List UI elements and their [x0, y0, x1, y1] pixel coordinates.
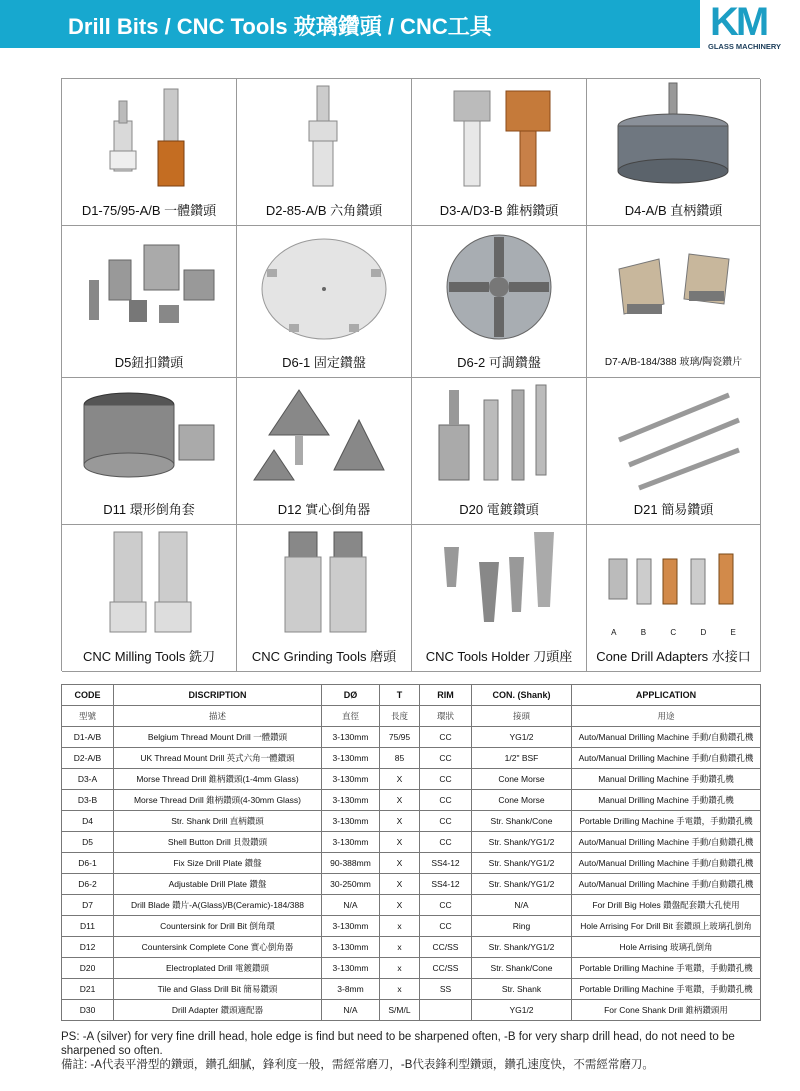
table-row — [62, 853, 761, 874]
thread-mount-drill-icon — [74, 81, 224, 196]
cell-code: D20 — [62, 958, 114, 979]
cell-code: D21 — [62, 979, 114, 1000]
cell-application: Hole Arrising 玻璃孔倒角 — [572, 937, 761, 958]
cell-diameter: 3-130mm — [322, 958, 380, 979]
product-card-d11[interactable] — [62, 378, 237, 525]
table-row — [62, 811, 761, 832]
cell-rim: SS4-12 — [420, 853, 472, 874]
cell-con: 1/2" BSF — [472, 748, 572, 769]
adapter-letter: D — [700, 628, 707, 637]
footnotes — [61, 1030, 761, 1072]
fixed-drill-plate-icon — [249, 229, 399, 347]
cone-adapter-icon — [599, 534, 749, 634]
cell-code: D6-2 — [62, 874, 114, 895]
table-row — [62, 916, 761, 937]
product-label: D4-A/B 直柄鑽頭 — [624, 203, 723, 218]
cell-description: Morse Thread Drill 錐柄鑽頭(1-4mm Glass) — [114, 769, 322, 790]
table-row — [62, 958, 761, 979]
product-card-d3[interactable] — [412, 79, 587, 226]
product-label: D3-A/D3-B 錐柄鑽頭 — [439, 203, 559, 218]
cell-code: D7 — [62, 895, 114, 916]
cell-rim: CC/SS — [420, 958, 472, 979]
morse-drill-icon — [424, 81, 574, 196]
straight-shank-drill-icon — [599, 81, 749, 196]
col-header-zh: 直徑 — [322, 706, 380, 727]
cell-description: UK Thread Mount Drill 英式六角一體鑽頭 — [114, 748, 322, 769]
cell-con: Str. Shank/Cone — [472, 811, 572, 832]
product-card-d6-1[interactable] — [237, 226, 412, 378]
note-english: PS: -A (silver) for very fine drill head, hole edge is find but need to be sharpened often, -B for very sharp drill head, do not need to be sharpened so often. — [61, 1031, 735, 1057]
cell-description: Countersink Complete Cone 實心倒角器 — [114, 937, 322, 958]
logo-subtitle: GLASS MACHINERY — [708, 42, 782, 51]
tool-holder-icon — [424, 527, 574, 642]
header-banner — [0, 0, 700, 48]
table-row — [62, 1000, 761, 1021]
cell-rim: CC — [420, 916, 472, 937]
product-card-cnc-holder[interactable] — [412, 525, 587, 672]
product-card-d12[interactable] — [237, 378, 412, 525]
col-header-zh: 描述 — [114, 706, 322, 727]
product-image-d11 — [62, 378, 236, 496]
cell-application: Auto/Manual Drilling Machine 手動/自動鑽孔機 — [572, 748, 761, 769]
cell-code: D2-A/B — [62, 748, 114, 769]
cell-t: S/M/L — [380, 1000, 420, 1021]
adjustable-drill-plate-icon — [424, 229, 574, 347]
cell-rim — [420, 1000, 472, 1021]
cell-t: X — [380, 853, 420, 874]
cell-diameter: 3-130mm — [322, 811, 380, 832]
cell-t: x — [380, 958, 420, 979]
cell-rim: CC/SS — [420, 937, 472, 958]
product-image-cnc-milling — [62, 525, 236, 643]
cell-diameter: 90-388mm — [322, 853, 380, 874]
product-image-d7 — [587, 226, 760, 349]
note-chinese: 備註: -A代表平滑型的鑽頭，鑽孔細膩，鋒利度一般，需經常磨刀，-B代表鋒利型鑽頭，鑽孔速度快，不需經常磨刀。 — [61, 1059, 654, 1071]
product-image-cnc-holder — [412, 525, 586, 643]
logo-mark: KM — [710, 0, 767, 44]
product-card-d1[interactable] — [62, 79, 237, 226]
product-label: D12 實心倒角器 — [277, 502, 371, 517]
cell-t: x — [380, 916, 420, 937]
cell-application: Auto/Manual Drilling Machine 手動/自動鑽孔機 — [572, 727, 761, 748]
cell-con: YG1/2 — [472, 1000, 572, 1021]
col-header-t: T — [380, 685, 420, 706]
product-label: CNC Grinding Tools 磨頭 — [251, 649, 397, 664]
cell-code: D6-1 — [62, 853, 114, 874]
cell-code: D5 — [62, 832, 114, 853]
adapter-letter-row — [587, 628, 760, 637]
cell-description: Belgium Thread Mount Drill 一體鑽頭 — [114, 727, 322, 748]
cell-rim: CC — [420, 832, 472, 853]
product-card-d6-2[interactable] — [412, 226, 587, 378]
product-image-d6-2 — [412, 226, 586, 349]
company-logo — [702, 0, 800, 58]
cell-code: D11 — [62, 916, 114, 937]
product-label: CNC Milling Tools 銑刀 — [83, 649, 215, 664]
cell-t: X — [380, 895, 420, 916]
cell-diameter: 3-130mm — [322, 769, 380, 790]
cell-description: Electroplated Drill 電鍍鑽頭 — [114, 958, 322, 979]
product-card-cnc-grinding[interactable] — [237, 525, 412, 672]
cell-application: Auto/Manual Drilling Machine 手動/自動鑽孔機 — [572, 853, 761, 874]
col-header-zh: 型號 — [62, 706, 114, 727]
table-row — [62, 727, 761, 748]
col-header-zh: 環狀 — [420, 706, 472, 727]
cell-t: X — [380, 874, 420, 895]
adapter-letter: A — [611, 628, 617, 637]
table-row — [62, 748, 761, 769]
cell-rim: CC — [420, 727, 472, 748]
cell-diameter: 3-8mm — [322, 979, 380, 1000]
product-card-d4[interactable] — [587, 79, 761, 226]
product-image-d4 — [587, 79, 760, 197]
countersink-cone-icon — [249, 380, 399, 495]
cell-application: Auto/Manual Drilling Machine 手動/自動鑽孔機 — [572, 874, 761, 895]
cell-con: Str. Shank/Cone — [472, 958, 572, 979]
product-label: D5鈕扣鑽頭 — [114, 355, 184, 370]
product-grid — [61, 78, 760, 671]
product-card-cone-adapters[interactable] — [587, 525, 761, 672]
product-label: D21 簡易鑽頭 — [633, 502, 714, 517]
cell-con: N/A — [472, 895, 572, 916]
product-image-cnc-grinding — [237, 525, 411, 643]
cell-description: Drill Adapter 鑽頭適配器 — [114, 1000, 322, 1021]
page-title: Drill Bits / CNC Tools 玻璃鑽頭 / CNC工具 — [68, 14, 492, 39]
product-label: D6-2 可調鑽盤 — [457, 355, 541, 370]
cell-t: 85 — [380, 748, 420, 769]
cell-description: Drill Blade 鑽片-A(Glass)/B(Ceramic)-184/388 — [114, 895, 322, 916]
product-label: D1-75/95-A/B 一體鑽頭 — [81, 203, 217, 218]
cell-description: Tile and Glass Drill Bit 簡易鑽頭 — [114, 979, 322, 1000]
table-row — [62, 895, 761, 916]
product-image-d6-1 — [237, 226, 411, 349]
hex-drill-icon — [249, 81, 399, 196]
spec-table — [61, 684, 761, 1021]
cell-con: Str. Shank/YG1/2 — [472, 832, 572, 853]
table-row — [62, 769, 761, 790]
cell-code: D1-A/B — [62, 727, 114, 748]
product-label: D6-1 固定鑽盤 — [282, 355, 366, 370]
table-header-row-zh — [62, 706, 761, 727]
table-row — [62, 874, 761, 895]
cell-t: X — [380, 769, 420, 790]
cell-t: x — [380, 979, 420, 1000]
cell-t: 75/95 — [380, 727, 420, 748]
cell-code: D3-B — [62, 790, 114, 811]
col-header-zh: 長度 — [380, 706, 420, 727]
product-image-d2 — [237, 79, 411, 197]
cell-rim: CC — [420, 811, 472, 832]
cell-diameter: 3-130mm — [322, 916, 380, 937]
table-row — [62, 832, 761, 853]
cell-con: Ring — [472, 916, 572, 937]
cell-diameter: 3-130mm — [322, 937, 380, 958]
cell-code: D3-A — [62, 769, 114, 790]
col-header-description: DISCRIPTION — [114, 685, 322, 706]
adapter-letter: E — [730, 628, 736, 637]
product-image-d3 — [412, 79, 586, 197]
cell-rim: SS — [420, 979, 472, 1000]
cell-t: X — [380, 790, 420, 811]
product-image-d12 — [237, 378, 411, 496]
col-header-diameter: DØ — [322, 685, 380, 706]
cell-code: D30 — [62, 1000, 114, 1021]
cell-t: x — [380, 937, 420, 958]
tile-glass-drill-icon — [599, 380, 749, 495]
table-row — [62, 937, 761, 958]
col-header-rim: RIM — [420, 685, 472, 706]
adapter-letter: B — [640, 628, 647, 637]
product-image-d20 — [412, 378, 586, 496]
cell-con: Str. Shank/YG1/2 — [472, 853, 572, 874]
cell-description: Str. Shank Drill 直柄鑽頭 — [114, 811, 322, 832]
product-image-d1 — [62, 79, 236, 197]
table-row — [62, 979, 761, 1000]
product-card-d5[interactable] — [62, 226, 237, 378]
cell-description: Shell Button Drill 貝殼鑽頭 — [114, 832, 322, 853]
product-label: D11 環形倒角套 — [103, 502, 195, 517]
cell-rim: CC — [420, 769, 472, 790]
cell-t: X — [380, 811, 420, 832]
col-header-code: CODE — [62, 685, 114, 706]
cell-description: Countersink for Drill Bit 倒角環 — [114, 916, 322, 937]
cell-code: D12 — [62, 937, 114, 958]
cell-t: X — [380, 832, 420, 853]
cell-application: Hole Arrising For Drill Bit 套鑽頭上玻璃孔倒角 — [572, 916, 761, 937]
cell-application: Manual Drilling Machine 手動鑽孔機 — [572, 790, 761, 811]
cell-con: Str. Shank/YG1/2 — [472, 874, 572, 895]
cell-con: Cone Morse — [472, 790, 572, 811]
table-header-row — [62, 685, 761, 706]
product-card-cnc-milling[interactable] — [62, 525, 237, 672]
grinding-tool-icon — [249, 527, 399, 642]
cell-application: Manual Drilling Machine 手動鑽孔機 — [572, 769, 761, 790]
product-card-d21[interactable] — [587, 378, 761, 525]
milling-tool-icon — [74, 527, 224, 642]
cell-application: Auto/Manual Drilling Machine 手動/自動鑽孔機 — [572, 832, 761, 853]
cell-rim: CC — [420, 748, 472, 769]
cell-diameter: 3-130mm — [322, 727, 380, 748]
product-card-d20[interactable] — [412, 378, 587, 525]
product-label: Cone Drill Adapters 水接口 — [596, 649, 751, 664]
cell-application: Portable Drilling Machine 手電鑽，手動鑽孔機 — [572, 958, 761, 979]
cell-con: Str. Shank/YG1/2 — [472, 937, 572, 958]
col-header-con: CON. (Shank) — [472, 685, 572, 706]
product-label: D2-85-A/B 六角鑽頭 — [265, 203, 383, 218]
col-header-zh: 用途 — [572, 706, 761, 727]
product-image-d5 — [62, 226, 236, 349]
cell-diameter: 3-130mm — [322, 748, 380, 769]
table-row — [62, 790, 761, 811]
cell-diameter: 30-250mm — [322, 874, 380, 895]
adapter-letter: C — [670, 628, 677, 637]
cell-diameter: N/A — [322, 895, 380, 916]
cell-description: Adjustable Drill Plate 鑽盤 — [114, 874, 322, 895]
cell-rim: SS4-12 — [420, 874, 472, 895]
cell-diameter: 3-130mm — [322, 832, 380, 853]
cell-rim: CC — [420, 790, 472, 811]
cell-con: Str. Shank — [472, 979, 572, 1000]
product-label: D20 電鍍鑽頭 — [459, 502, 539, 517]
cell-rim: CC — [420, 895, 472, 916]
product-label: CNC Tools Holder 刀頭座 — [425, 649, 573, 664]
electroplated-drill-icon — [424, 380, 574, 495]
shell-button-drill-icon — [74, 230, 224, 345]
cell-application: For Cone Shank Drill 錐柄鑽頭用 — [572, 1000, 761, 1021]
cell-description: Fix Size Drill Plate 鑽盤 — [114, 853, 322, 874]
cell-diameter: 3-130mm — [322, 790, 380, 811]
cell-con: Cone Morse — [472, 769, 572, 790]
product-image-cone-adapters — [587, 525, 760, 643]
cell-description: Morse Thread Drill 錐柄鑽頭(4-30mm Glass) — [114, 790, 322, 811]
product-image-d21 — [587, 378, 760, 496]
product-card-d7[interactable] — [587, 226, 761, 378]
cell-application: Portable Drilling Machine 手電鑽，手動鑽孔機 — [572, 811, 761, 832]
cell-code: D4 — [62, 811, 114, 832]
countersink-ring-icon — [74, 380, 224, 495]
product-label: D7-A/B-184/388 玻璃/陶瓷鑽片 — [604, 357, 743, 368]
cell-application: For Drill Big Holes 鑽盤配套鑽大孔使用 — [572, 895, 761, 916]
col-header-application: APPLICATION — [572, 685, 761, 706]
cell-con: YG1/2 — [472, 727, 572, 748]
cell-application: Portable Drilling Machine 手電鑽，手動鑽孔機 — [572, 979, 761, 1000]
col-header-zh: 接頭 — [472, 706, 572, 727]
cell-diameter: N/A — [322, 1000, 380, 1021]
product-card-d2[interactable] — [237, 79, 412, 226]
drill-blade-icon — [599, 229, 749, 347]
